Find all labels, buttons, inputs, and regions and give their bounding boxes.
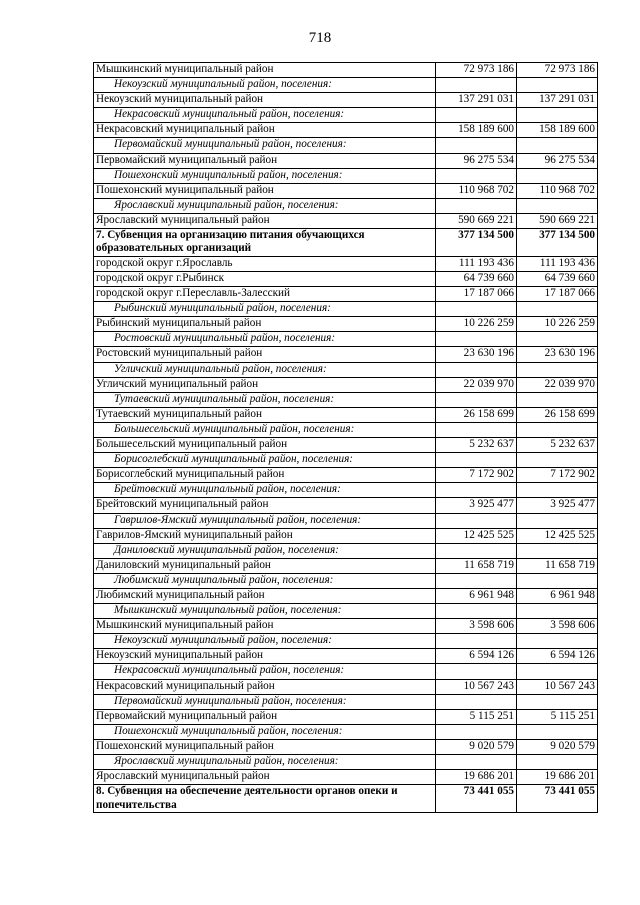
value-1-cell	[436, 694, 517, 709]
row-name-cell: Даниловский муниципальный район, поселения:	[94, 543, 436, 558]
row-name-cell: городской округ г.Переславль-Залесский	[94, 287, 436, 302]
value-2-cell	[517, 422, 598, 437]
value-1-cell: 137 291 031	[436, 93, 517, 108]
value-2-cell	[517, 634, 598, 649]
value-2-cell: 96 275 534	[517, 153, 598, 168]
budget-table	[93, 62, 598, 813]
row-name-cell: Ростовский муниципальный район, поселения:	[94, 332, 436, 347]
subheading-row	[94, 755, 598, 770]
table-row	[94, 377, 598, 392]
row-name-cell: Пошехонский муниципальный район, поселения:	[94, 724, 436, 739]
subheading-row	[94, 138, 598, 153]
value-2-cell	[517, 664, 598, 679]
value-2-cell: 12 425 525	[517, 528, 598, 543]
row-name-cell: Гаврилов-Ямский муниципальный район, поселения:	[94, 513, 436, 528]
value-1-cell	[436, 422, 517, 437]
row-name-cell: Пошехонский муниципальный район, поселения:	[94, 168, 436, 183]
row-name-cell: Некоузский муниципальный район, поселения:	[94, 634, 436, 649]
row-name-cell: Борисоглебский муниципальный район, поселения:	[94, 453, 436, 468]
value-2-cell	[517, 604, 598, 619]
row-name-cell: городской округ г.Ярославль	[94, 256, 436, 271]
row-name-cell: Некоузский муниципальный район	[94, 649, 436, 664]
subheading-row	[94, 604, 598, 619]
table-row	[94, 528, 598, 543]
table-row	[94, 153, 598, 168]
value-1-cell	[436, 573, 517, 588]
value-2-cell: 10 226 259	[517, 317, 598, 332]
value-1-cell	[436, 664, 517, 679]
value-2-cell: 10 567 243	[517, 679, 598, 694]
row-name-cell: Любимский муниципальный район	[94, 588, 436, 603]
value-1-cell: 26 158 699	[436, 407, 517, 422]
value-2-cell	[517, 573, 598, 588]
value-2-cell: 9 020 579	[517, 739, 598, 754]
value-2-cell	[517, 332, 598, 347]
table-row	[94, 123, 598, 138]
row-name-cell: Ярославский муниципальный район, поселения:	[94, 755, 436, 770]
row-name-cell: Большесельский муниципальный район	[94, 438, 436, 453]
row-name-cell: Некоузский муниципальный район	[94, 93, 436, 108]
value-2-cell: 590 669 221	[517, 213, 598, 228]
value-2-cell	[517, 513, 598, 528]
value-2-cell	[517, 198, 598, 213]
value-1-cell: 111 193 436	[436, 256, 517, 271]
subheading-row	[94, 332, 598, 347]
row-name-cell: Гаврилов-Ямский муниципальный район	[94, 528, 436, 543]
value-1-cell: 23 630 196	[436, 347, 517, 362]
row-name-cell: Тутаевский муниципальный район, поселения:	[94, 392, 436, 407]
table-row	[94, 770, 598, 785]
value-1-cell	[436, 513, 517, 528]
row-name-cell: Брейтовский муниципальный район, поселения:	[94, 483, 436, 498]
row-name-cell: Большесельский муниципальный район, поселения:	[94, 422, 436, 437]
subheading-row	[94, 483, 598, 498]
value-1-cell: 6 594 126	[436, 649, 517, 664]
value-1-cell: 96 275 534	[436, 153, 517, 168]
table-row	[94, 213, 598, 228]
value-2-cell: 6 961 948	[517, 588, 598, 603]
row-name-cell: Даниловский муниципальный район	[94, 558, 436, 573]
subheading-row	[94, 634, 598, 649]
section-header-row	[94, 229, 598, 257]
table-row	[94, 619, 598, 634]
value-1-cell	[436, 302, 517, 317]
value-2-cell: 5 232 637	[517, 438, 598, 453]
value-2-cell	[517, 755, 598, 770]
value-2-cell: 64 739 660	[517, 272, 598, 287]
table-row	[94, 287, 598, 302]
value-2-cell: 19 686 201	[517, 770, 598, 785]
value-1-cell: 590 669 221	[436, 213, 517, 228]
value-2-cell: 11 658 719	[517, 558, 598, 573]
table-row	[94, 739, 598, 754]
table-row	[94, 317, 598, 332]
value-1-cell	[436, 724, 517, 739]
value-1-cell: 22 039 970	[436, 377, 517, 392]
value-1-cell: 5 115 251	[436, 709, 517, 724]
value-2-cell: 22 039 970	[517, 377, 598, 392]
row-name-cell: Некрасовский муниципальный район, поселения:	[94, 108, 436, 123]
subheading-row	[94, 513, 598, 528]
subheading-row	[94, 422, 598, 437]
subheading-row	[94, 362, 598, 377]
value-1-cell	[436, 168, 517, 183]
row-name-cell: Угличский муниципальный район	[94, 377, 436, 392]
value-2-cell: 137 291 031	[517, 93, 598, 108]
subheading-row	[94, 573, 598, 588]
subheading-row	[94, 664, 598, 679]
row-name-cell: Тутаевский муниципальный район	[94, 407, 436, 422]
value-2-cell	[517, 453, 598, 468]
row-name-cell: Некрасовский муниципальный район, поселения:	[94, 664, 436, 679]
row-name-cell: Первомайский муниципальный район	[94, 153, 436, 168]
subheading-row	[94, 168, 598, 183]
value-1-cell: 158 189 600	[436, 123, 517, 138]
row-name-cell: Угличский муниципальный район, поселения:	[94, 362, 436, 377]
value-2-cell: 7 172 902	[517, 468, 598, 483]
row-name-cell: 8. Субвенция на обеспечение деятельности органов опеки и попечительства	[94, 785, 436, 813]
value-1-cell: 9 020 579	[436, 739, 517, 754]
subheading-row	[94, 302, 598, 317]
table-row	[94, 183, 598, 198]
row-name-cell: 7. Субвенция на организацию питания обучающихся образовательных организаций	[94, 229, 436, 257]
row-name-cell: Брейтовский муниципальный район	[94, 498, 436, 513]
table-row	[94, 93, 598, 108]
value-1-cell: 10 226 259	[436, 317, 517, 332]
value-2-cell: 3 598 606	[517, 619, 598, 634]
value-1-cell	[436, 604, 517, 619]
value-1-cell: 10 567 243	[436, 679, 517, 694]
row-name-cell: Рыбинский муниципальный район	[94, 317, 436, 332]
value-1-cell	[436, 108, 517, 123]
row-name-cell: Первомайский муниципальный район, поселения:	[94, 138, 436, 153]
value-2-cell	[517, 392, 598, 407]
subheading-row	[94, 724, 598, 739]
row-name-cell: Любимский муниципальный район, поселения:	[94, 573, 436, 588]
value-1-cell	[436, 332, 517, 347]
value-1-cell: 110 968 702	[436, 183, 517, 198]
table-row	[94, 272, 598, 287]
value-1-cell	[436, 755, 517, 770]
row-name-cell: Ярославский муниципальный район	[94, 213, 436, 228]
value-1-cell	[436, 362, 517, 377]
value-1-cell: 377 134 500	[436, 229, 517, 257]
value-1-cell	[436, 78, 517, 93]
value-2-cell	[517, 694, 598, 709]
value-2-cell: 377 134 500	[517, 229, 598, 257]
table-row	[94, 347, 598, 362]
table-row	[94, 438, 598, 453]
value-1-cell: 11 658 719	[436, 558, 517, 573]
value-2-cell	[517, 483, 598, 498]
row-name-cell: Рыбинский муниципальный район, поселения:	[94, 302, 436, 317]
page-number: 718	[308, 30, 332, 46]
table-row	[94, 256, 598, 271]
value-2-cell: 17 187 066	[517, 287, 598, 302]
value-2-cell: 26 158 699	[517, 407, 598, 422]
budget-table-body	[94, 63, 598, 813]
row-name-cell: Пошехонский муниципальный район	[94, 739, 436, 754]
value-2-cell	[517, 543, 598, 558]
row-name-cell: Первомайский муниципальный район, поселения:	[94, 694, 436, 709]
table-row	[94, 407, 598, 422]
table-row	[94, 498, 598, 513]
value-1-cell: 12 425 525	[436, 528, 517, 543]
row-name-cell: Борисоглебский муниципальный район	[94, 468, 436, 483]
value-2-cell: 23 630 196	[517, 347, 598, 362]
subheading-row	[94, 198, 598, 213]
table-row	[94, 649, 598, 664]
value-1-cell	[436, 138, 517, 153]
value-2-cell: 3 925 477	[517, 498, 598, 513]
subheading-row	[94, 392, 598, 407]
value-2-cell	[517, 78, 598, 93]
value-1-cell: 17 187 066	[436, 287, 517, 302]
row-name-cell: Некрасовский муниципальный район	[94, 679, 436, 694]
row-name-cell: Некоузский муниципальный район, поселения:	[94, 78, 436, 93]
value-1-cell: 72 973 186	[436, 63, 517, 78]
value-1-cell	[436, 634, 517, 649]
row-name-cell: Первомайский муниципальный район	[94, 709, 436, 724]
value-2-cell	[517, 724, 598, 739]
row-name-cell: Пошехонский муниципальный район	[94, 183, 436, 198]
subheading-row	[94, 543, 598, 558]
table-row	[94, 468, 598, 483]
row-name-cell: Ярославский муниципальный район, поселения:	[94, 198, 436, 213]
value-2-cell: 72 973 186	[517, 63, 598, 78]
value-2-cell	[517, 138, 598, 153]
value-1-cell	[436, 392, 517, 407]
row-name-cell: Мышкинский муниципальный район, поселения:	[94, 604, 436, 619]
value-1-cell: 3 925 477	[436, 498, 517, 513]
table-row	[94, 588, 598, 603]
value-1-cell: 73 441 055	[436, 785, 517, 813]
subheading-row	[94, 78, 598, 93]
row-name-cell: городской округ г.Рыбинск	[94, 272, 436, 287]
value-2-cell: 73 441 055	[517, 785, 598, 813]
value-1-cell	[436, 543, 517, 558]
value-1-cell: 6 961 948	[436, 588, 517, 603]
value-1-cell: 3 598 606	[436, 619, 517, 634]
subheading-row	[94, 453, 598, 468]
row-name-cell: Ярославский муниципальный район	[94, 770, 436, 785]
value-2-cell: 158 189 600	[517, 123, 598, 138]
value-2-cell: 111 193 436	[517, 256, 598, 271]
value-2-cell: 110 968 702	[517, 183, 598, 198]
table-row	[94, 709, 598, 724]
table-row	[94, 63, 598, 78]
value-2-cell	[517, 108, 598, 123]
row-name-cell: Ростовский муниципальный район	[94, 347, 436, 362]
value-1-cell: 19 686 201	[436, 770, 517, 785]
value-1-cell: 7 172 902	[436, 468, 517, 483]
section-header-row	[94, 785, 598, 813]
value-1-cell: 5 232 637	[436, 438, 517, 453]
value-2-cell: 6 594 126	[517, 649, 598, 664]
value-1-cell	[436, 453, 517, 468]
value-2-cell	[517, 362, 598, 377]
value-2-cell	[517, 302, 598, 317]
table-row	[94, 679, 598, 694]
row-name-cell: Мышкинский муниципальный район	[94, 619, 436, 634]
subheading-row	[94, 694, 598, 709]
value-1-cell	[436, 483, 517, 498]
value-1-cell	[436, 198, 517, 213]
value-1-cell: 64 739 660	[436, 272, 517, 287]
subheading-row	[94, 108, 598, 123]
table-row	[94, 558, 598, 573]
row-name-cell: Мышкинский муниципальный район	[94, 63, 436, 78]
value-2-cell: 5 115 251	[517, 709, 598, 724]
value-2-cell	[517, 168, 598, 183]
row-name-cell: Некрасовский муниципальный район	[94, 123, 436, 138]
